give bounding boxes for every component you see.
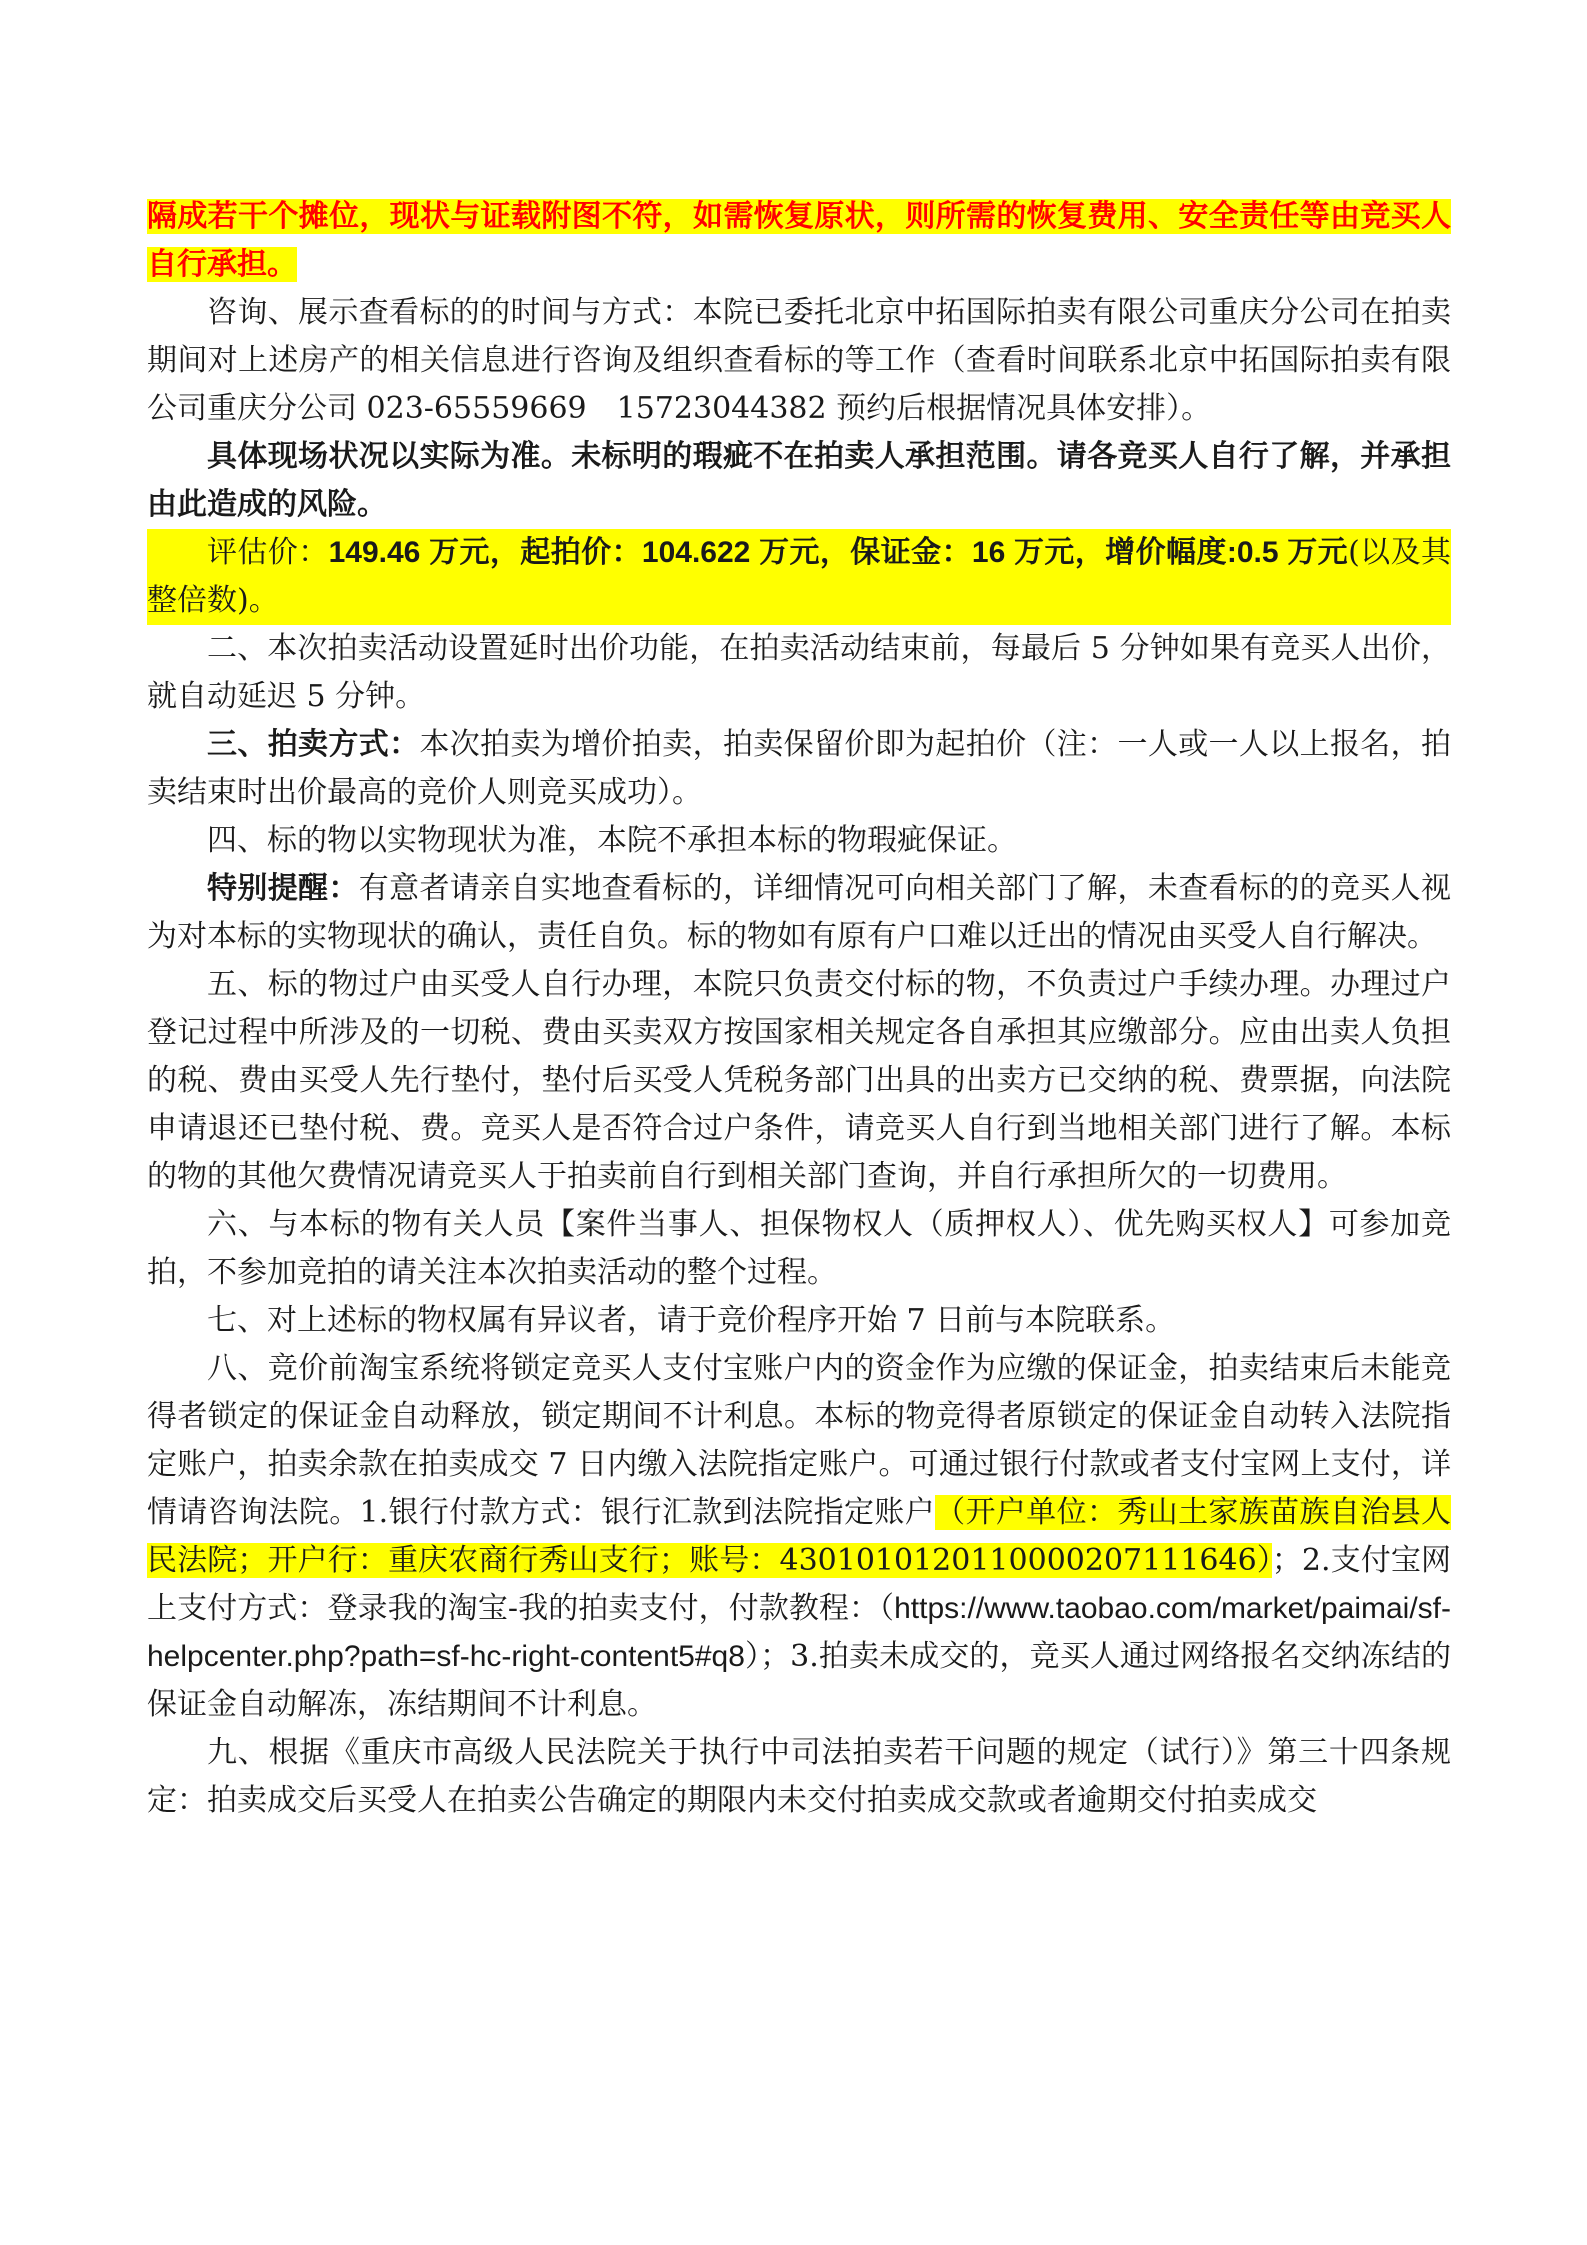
paragraph-prices	[147, 529, 1451, 625]
paragraph-related-parties: 六、与本标的物有关人员【案件当事人、担保物权人（质押权人）、优先购买权人】可参加竞拍，不参加竞拍的请关注本次拍卖活动的整个过程。	[147, 1207, 1451, 1290]
auction-method-text: 本次拍卖为增价拍卖，拍卖保留价即为起拍价（注：一人或一人以上报名，拍卖结束时出价最高的竞价人则竞买成功）。	[147, 727, 1452, 810]
special-reminder-text: 有意者请亲自实地查看标的，详细情况可向相关部门了解，未查看标的的竞买人视为对本标的实物现状的确认，责任自负。标的物如有原有户口难以迁出的情况由买受人自行解决。	[147, 871, 1451, 954]
starting-price: 104.622 万元，保证金：	[641, 536, 972, 569]
highlighted-warning: 隔成若干个摊位，现状与证载附图不符，如需恢复原状，则所需的恢复费用、安全责任等由竞买人自行承担。	[147, 199, 1451, 282]
special-reminder-label: 特别提醒：	[207, 871, 359, 906]
document-page	[147, 193, 1451, 1825]
paragraph-delay-bid: 二、本次拍卖活动设置延时出价功能，在拍卖活动结束前，每最后 5 分钟如果有竞买人出价，就自动延迟 5 分钟。	[147, 631, 1451, 714]
bank-account-info: （开户单位：秀山土家族苗族自治县人民法院；开户行：重庆农商行秀山支行；账号：4301010120110000207111646）	[147, 1495, 1451, 1578]
paragraph-site-condition: 具体现场状况以实际为准。未标明的瑕疵不在拍卖人承担范围。请各竞买人自行了解，并承担由此造成的风险。	[147, 439, 1451, 522]
paragraph-risk-notice	[147, 193, 1451, 289]
paragraph-consultation: 咨询、展示查看标的的时间与方式：本院已委托北京中拓国际拍卖有限公司重庆分公司在拍卖期间对上述房产的相关信息进行咨询及组织查看标的等工作（查看时间联系北京中拓国际拍卖有限公司重庆分公司 023-65559669 15723044382 预约后根据情况具体安排）。	[147, 295, 1451, 426]
paragraph-regulation: 九、根据《重庆市高级人民法院关于执行中司法拍卖若干问题的规定（试行）》第三十四条规定：拍卖成交后买受人在拍卖公告确定的期限内未交付拍卖成交款或者逾期交付拍卖成交	[147, 1735, 1451, 1818]
paragraph-condition-disclaimer: 四、标的物以实物现状为准，本院不承担本标的物瑕疵保证。	[207, 823, 1017, 858]
paragraph-special-reminder	[147, 865, 1451, 961]
alipay-text: ；2.支付宝网上支付方式：登录我的淘宝-我的拍卖支付，付款教程：	[147, 1543, 1451, 1626]
payment-text: 八、竞价前淘宝系统将锁定竞买人支付宝账户内的资金作为应缴的保证金，拍卖结束后未能竞得者锁定的保证金自动释放，锁定期间不计利息。本标的物竞得者原锁定的保证金自动转入法院指定账户，拍卖余款在拍卖成交 7 日内缴入法院指定账户。可通过银行付款或者支付宝网上支付，详情请咨询法院。1.银行付款方式：银行汇款到法院指定账户	[147, 1351, 1451, 1530]
paragraph-payment	[147, 1345, 1451, 1729]
paragraph-transfer: 五、标的物过户由买受人自行办理，本院只负责交付标的物，不负责过户手续办理。办理过户登记过程中所涉及的一切税、费由买卖双方按国家相关规定各自承担其应缴部分。应由出卖人负担的税、费由买受人先行垫付，垫付后买受人凭税务部门出具的出卖方已交纳的税、费票据，向法院申请退还已垫付税、费。竞买人是否符合过户条件，请竞买人自行到当地相关部门进行了解。本标的物的其他欠费情况请竞买人于拍卖前自行到相关部门查询，并自行承担所欠的一切费用。	[147, 967, 1451, 1194]
auction-method-label: 三、拍卖方式：	[207, 727, 420, 762]
valuation-value: 149.46 万元，起拍价：	[328, 536, 642, 569]
paragraph-objection: 七、对上述标的物权属有异议者，请于竞价程序开始 7 日前与本院联系。	[207, 1303, 1176, 1338]
increment-note: (以及其整倍数)。	[147, 535, 1451, 618]
tutorial-link[interactable]: （https://www.taobao.com/market/paimai/sf-helpcenter.php?path=sf-hc-right-content5#q8）；	[147, 1592, 1451, 1673]
deposit-increment: 16 万元，增价幅度:0.5 万元	[971, 536, 1349, 569]
valuation-label: 评估价：	[207, 535, 329, 570]
unsold-text: 3.拍卖未成交的，竞买人通过网络报名交纳冻结的保证金自动解冻，冻结期间不计利息。	[147, 1639, 1452, 1722]
paragraph-auction-method	[147, 721, 1451, 817]
